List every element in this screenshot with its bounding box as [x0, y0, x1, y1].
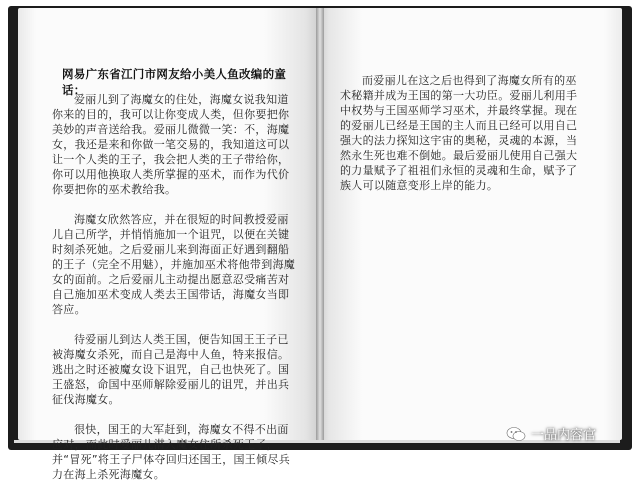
- watermark: [506, 424, 596, 443]
- watermark-text: 一品内容官: [531, 428, 597, 443]
- wechat-icon: [506, 426, 526, 442]
- paragraph: 待爱丽儿到达人类王国，便告知国王王子已被海魔女杀死，而自己是海中人鱼，特来报信。逃出之时还被魔女设下诅咒，自己也快死了。国王盛怒，命国中巫师解除爱丽儿的诅咒，并出兵征伐海魔女。: [52, 333, 290, 406]
- paragraph: 很快，国王的大军赶到，海魔女不得不出面应对，而此时爱丽儿潜入魔女住所杀死王子，并“冒死”将王子尸体夺回归还国王，国王倾尽兵力在海上杀死海魔女。: [52, 423, 290, 481]
- story-title: 网易广东省江门市网友给小美人鱼改编的童话：: [62, 67, 287, 97]
- paragraph: 海魔女欣然答应，并在很短的时间教授爱丽儿自己所学，并悄悄施加一个诅咒，以便在关键时刻杀死她。之后爱丽儿来到海面正好遇到翻船的王子（完全不用魅），并施加巫术将他带到海魔女的面前。之后爱丽儿主动提出愿意忍受痛苦对自己施加巫术变成人类去王国带话，海魔女当即答应。: [52, 213, 296, 316]
- right-page-text: [340, 73, 584, 208]
- book-spine-gutter: [316, 8, 324, 440]
- left-page-text: [52, 92, 296, 497]
- paragraph: 而爱丽儿在这之后也得到了海魔女所有的巫术秘籍并成为王国的第一大功臣。爱丽儿利用手中权势与王国巫师学习巫术，并最终掌握。现在的爱丽儿已经是王国的主人而且已经可以用自己强大的法力探知这宇宙的奥秘，灵魂的本源，当然永生死也难不倒她。最后爱丽儿使用自己强大的力量赋予了祖祖们永恒的灵魂和生命，赋予了族人可以随意变形上岸的能力。: [340, 74, 578, 192]
- paragraph: 爱丽儿到了海魔女的住处，海魔女说我知道你来的目的，我可以让你变成人类，但你要把你美妙的声音送给我。爱丽儿微微一笑：不，海魔女，我还是来和你做一笔交易的，我知道这可以让一个人类的王子，我会把人类的王子带给你，你可以用他换取人类所掌握的巫术，而作为代价你要把你的巫术教给我。: [52, 93, 290, 196]
